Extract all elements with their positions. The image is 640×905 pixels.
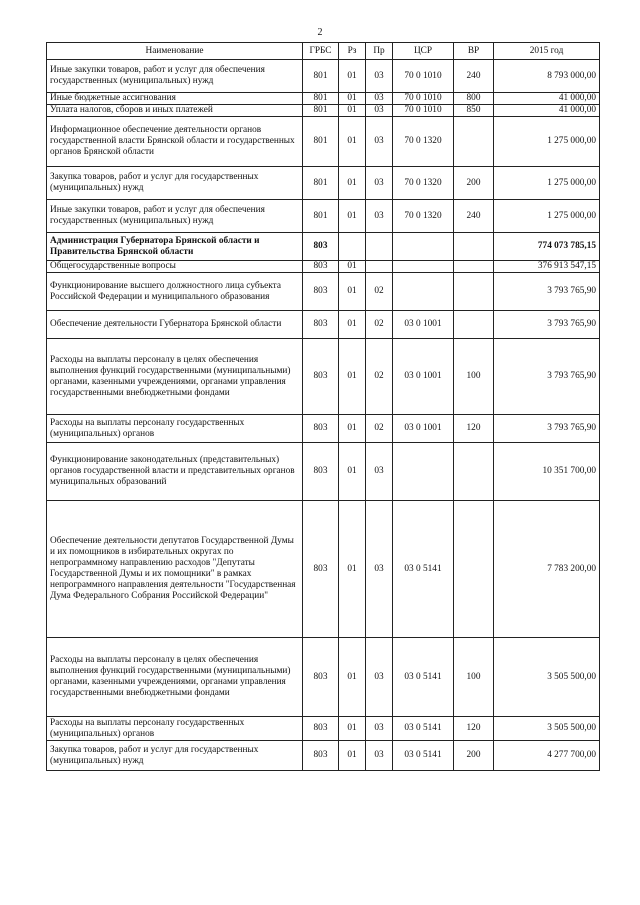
table-row [47,60,600,93]
cell-grbs: 801 [303,117,339,167]
cell-csr [393,443,454,501]
cell-vr [454,233,494,261]
header-name: Наименование [47,43,303,60]
table-row [47,117,600,167]
cell-name: Иные бюджетные ассигнования [47,93,303,105]
cell-grbs: 803 [303,717,339,741]
cell-rz: 01 [339,501,366,638]
cell-pr: 03 [366,638,393,717]
cell-vr [454,273,494,311]
cell-rz: 01 [339,415,366,443]
cell-pr [366,261,393,273]
cell-pr: 03 [366,60,393,93]
cell-rz: 01 [339,273,366,311]
cell-rz: 01 [339,717,366,741]
cell-csr: 70 0 1010 [393,105,454,117]
cell-amount: 41 000,00 [494,93,600,105]
header-vr: ВР [454,43,494,60]
table-row [47,638,600,717]
table-row [47,93,600,105]
cell-amount: 3 793 765,90 [494,415,600,443]
cell-pr: 03 [366,167,393,200]
cell-csr: 70 0 1010 [393,60,454,93]
cell-amount: 8 793 000,00 [494,60,600,93]
cell-amount: 3 505 500,00 [494,638,600,717]
cell-vr [454,261,494,273]
page-number: 2 [317,27,323,38]
cell-rz: 01 [339,117,366,167]
cell-csr: 70 0 1320 [393,167,454,200]
header-grbs: ГРБС [303,43,339,60]
cell-pr: 03 [366,443,393,501]
cell-grbs: 803 [303,443,339,501]
cell-vr [454,501,494,638]
cell-vr: 100 [454,638,494,717]
cell-vr: 120 [454,415,494,443]
header-pr: Пр [366,43,393,60]
table-row [47,443,600,501]
cell-grbs: 803 [303,273,339,311]
table-row [47,415,600,443]
table-row [47,233,600,261]
cell-csr: 03 0 5141 [393,501,454,638]
cell-name: Иные закупки товаров, работ и услуг для обеспечения государственных (муниципальных) нужд [47,60,303,93]
cell-grbs: 803 [303,638,339,717]
cell-grbs: 803 [303,233,339,261]
cell-rz: 01 [339,339,366,415]
cell-pr: 03 [366,741,393,771]
cell-grbs: 803 [303,311,339,339]
cell-csr: 03 0 1001 [393,339,454,415]
cell-vr: 240 [454,200,494,233]
header-row [47,43,600,60]
cell-rz: 01 [339,93,366,105]
cell-rz: 01 [339,638,366,717]
table-row [47,200,600,233]
cell-name: Функционирование законодательных (представительных) органов государственной власти и представительных органов муниципальных образований [47,443,303,501]
cell-vr: 800 [454,93,494,105]
cell-vr: 850 [454,105,494,117]
cell-rz: 01 [339,261,366,273]
cell-csr: 03 0 1001 [393,415,454,443]
cell-csr: 03 0 5141 [393,741,454,771]
cell-amount: 3 793 765,90 [494,339,600,415]
cell-amount: 3 793 765,90 [494,311,600,339]
cell-rz: 01 [339,167,366,200]
cell-csr: 03 0 5141 [393,638,454,717]
cell-csr [393,273,454,311]
cell-amount: 1 275 000,00 [494,117,600,167]
cell-grbs: 803 [303,741,339,771]
cell-amount: 10 351 700,00 [494,443,600,501]
cell-name: Функционирование высшего должностного лица субъекта Российской Федерации и муниципального образования [47,273,303,311]
cell-name: Обеспечение деятельности депутатов Государственной Думы и их помощников в избирательных округах по непрограммному направлению расходов "Депутаты Государственной Думы и их помощники" в рамках непрограммного направления деятельности "Государственная Дума Федерального Собрания Российской Федерации" [47,501,303,638]
cell-vr: 240 [454,60,494,93]
cell-grbs: 803 [303,339,339,415]
cell-name: Расходы на выплаты персоналу государственных (муниципальных) органов [47,415,303,443]
cell-rz: 01 [339,200,366,233]
cell-pr: 02 [366,273,393,311]
cell-amount: 774 073 785,15 [494,233,600,261]
cell-name: Иные закупки товаров, работ и услуг для обеспечения государственных (муниципальных) нужд [47,200,303,233]
cell-pr: 03 [366,200,393,233]
table-row [47,273,600,311]
table-row [47,261,600,273]
cell-name: Уплата налогов, сборов и иных платежей [47,105,303,117]
header-rz: Рз [339,43,366,60]
cell-csr: 70 0 1010 [393,93,454,105]
cell-name: Информационное обеспечение деятельности органов государственной власти Брянской области и государственных органов Брянской области [47,117,303,167]
cell-amount: 7 783 200,00 [494,501,600,638]
cell-rz: 01 [339,60,366,93]
table-row [47,501,600,638]
cell-rz: 01 [339,741,366,771]
header-year: 2015 год [494,43,600,60]
cell-amount: 376 913 547,15 [494,261,600,273]
cell-pr: 03 [366,117,393,167]
cell-csr: 03 0 5141 [393,717,454,741]
cell-name: Администрация Губернатора Брянской области и Правительства Брянской области [47,233,303,261]
cell-pr: 03 [366,501,393,638]
cell-vr: 120 [454,717,494,741]
cell-vr: 100 [454,339,494,415]
table-row [47,311,600,339]
cell-pr: 03 [366,93,393,105]
cell-vr [454,311,494,339]
cell-vr: 200 [454,741,494,771]
cell-amount: 1 275 000,00 [494,167,600,200]
cell-name: Закупка товаров, работ и услуг для государственных (муниципальных) нужд [47,741,303,771]
cell-vr [454,117,494,167]
cell-pr: 03 [366,105,393,117]
table-row [47,339,600,415]
cell-grbs: 801 [303,200,339,233]
cell-amount: 3 505 500,00 [494,717,600,741]
cell-name: Расходы на выплаты персоналу государственных (муниципальных) органов [47,717,303,741]
cell-rz [339,233,366,261]
cell-grbs: 801 [303,60,339,93]
budget-table [46,42,600,771]
cell-pr [366,233,393,261]
cell-csr: 70 0 1320 [393,117,454,167]
cell-amount: 41 000,00 [494,105,600,117]
cell-amount: 1 275 000,00 [494,200,600,233]
cell-name: Закупка товаров, работ и услуг для государственных (муниципальных) нужд [47,167,303,200]
cell-name: Обеспечение деятельности Губернатора Брянской области [47,311,303,339]
cell-vr: 200 [454,167,494,200]
table-row [47,105,600,117]
header-csr: ЦСР [393,43,454,60]
cell-amount: 3 793 765,90 [494,273,600,311]
cell-grbs: 801 [303,105,339,117]
cell-grbs: 801 [303,93,339,105]
cell-name: Расходы на выплаты персоналу в целях обеспечения выполнения функций государственными (муниципальными) органами, казенными учреждениями, органами управления государственными внебюджетными фондами [47,638,303,717]
cell-csr: 70 0 1320 [393,200,454,233]
cell-pr: 02 [366,415,393,443]
cell-rz: 01 [339,105,366,117]
cell-pr: 02 [366,311,393,339]
cell-vr [454,443,494,501]
cell-amount: 4 277 700,00 [494,741,600,771]
cell-grbs: 801 [303,167,339,200]
cell-csr [393,261,454,273]
cell-pr: 02 [366,339,393,415]
table-row [47,167,600,200]
table-row [47,741,600,771]
cell-name: Общегосударственные вопросы [47,261,303,273]
cell-rz: 01 [339,443,366,501]
cell-grbs: 803 [303,261,339,273]
table-row [47,717,600,741]
cell-csr: 03 0 1001 [393,311,454,339]
cell-name: Расходы на выплаты персоналу в целях обеспечения выполнения функций государственными (муниципальными) органами, казенными учреждениями, органами управления государственными внебюджетными фондами [47,339,303,415]
cell-rz: 01 [339,311,366,339]
cell-grbs: 803 [303,415,339,443]
cell-grbs: 803 [303,501,339,638]
cell-pr: 03 [366,717,393,741]
cell-csr [393,233,454,261]
